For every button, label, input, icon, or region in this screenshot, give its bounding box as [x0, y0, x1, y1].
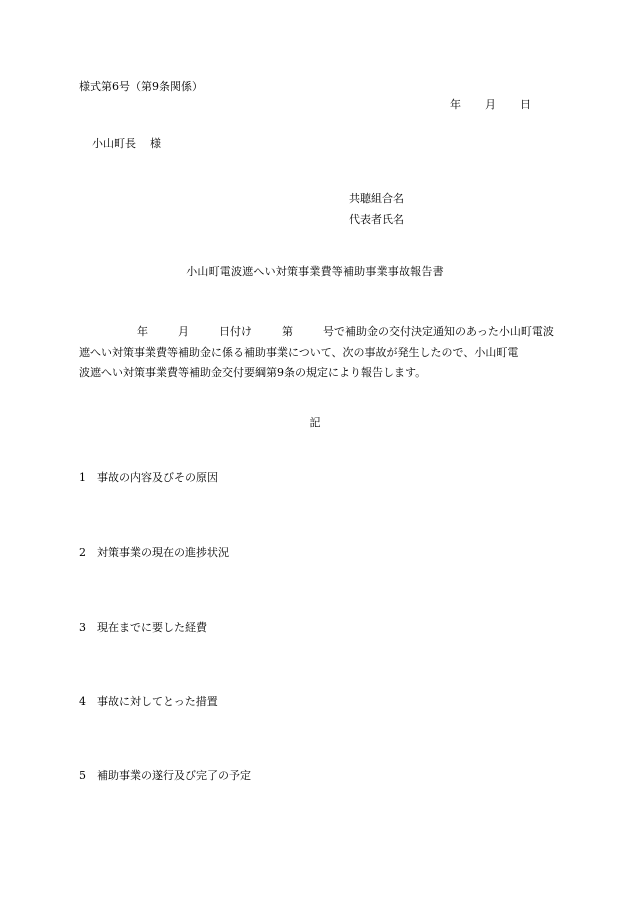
list-item [79, 546, 229, 560]
date-year-label: 年 [450, 98, 461, 111]
addressee [92, 137, 161, 151]
body-line-3: 波遮へい対策事業費等補助金交付要綱第9条の規定により報告します。 [79, 366, 427, 379]
addressee-name: 小山町長 [92, 137, 136, 150]
list-item [79, 621, 207, 635]
item-label: 対策事業の現在の進捗状況 [97, 546, 229, 559]
ki-heading: 記 [309, 416, 321, 429]
item-number: 5 [79, 769, 86, 782]
date-line [450, 98, 531, 112]
body-dai: 第 [282, 325, 293, 338]
body-line-2: 遮へい対策事業費等補助金に係る補助事業について、次の事故が発生したので、小山町電 [79, 345, 519, 359]
item-label: 補助事業の遂行及び完了の予定 [97, 769, 251, 782]
list-item [79, 471, 218, 485]
list-item [79, 695, 218, 709]
item-number: 1 [79, 471, 86, 484]
list-item [79, 769, 251, 783]
date-month-label: 月 [485, 98, 496, 111]
item-label: 事故に対してとった措置 [97, 695, 218, 708]
body-line-1 [79, 322, 559, 343]
sender-organization-label: 共聴組合名 [349, 192, 404, 205]
body-paragraph [79, 322, 559, 384]
body-month: 月 [178, 325, 189, 338]
item-number: 3 [79, 621, 86, 634]
item-number: 4 [79, 695, 86, 708]
form-number: 様式第6号（第9条関係） [79, 80, 203, 93]
item-label: 現在までに要した経費 [97, 621, 207, 634]
body-year: 年 [137, 325, 148, 338]
body-line-1-rest: 号で補助金の交付決定通知のあった小山町電波 [323, 325, 554, 338]
date-day-label: 日 [520, 98, 531, 111]
item-label: 事故の内容及びその原因 [97, 471, 218, 484]
addressee-honorific: 様 [150, 137, 161, 150]
document-title: 小山町電波遮へい対策事業費等補助事業事故報告書 [186, 265, 444, 278]
item-number: 2 [79, 546, 86, 559]
sender-representative-label: 代表者氏名 [349, 213, 404, 226]
body-day: 日付け [219, 325, 252, 338]
